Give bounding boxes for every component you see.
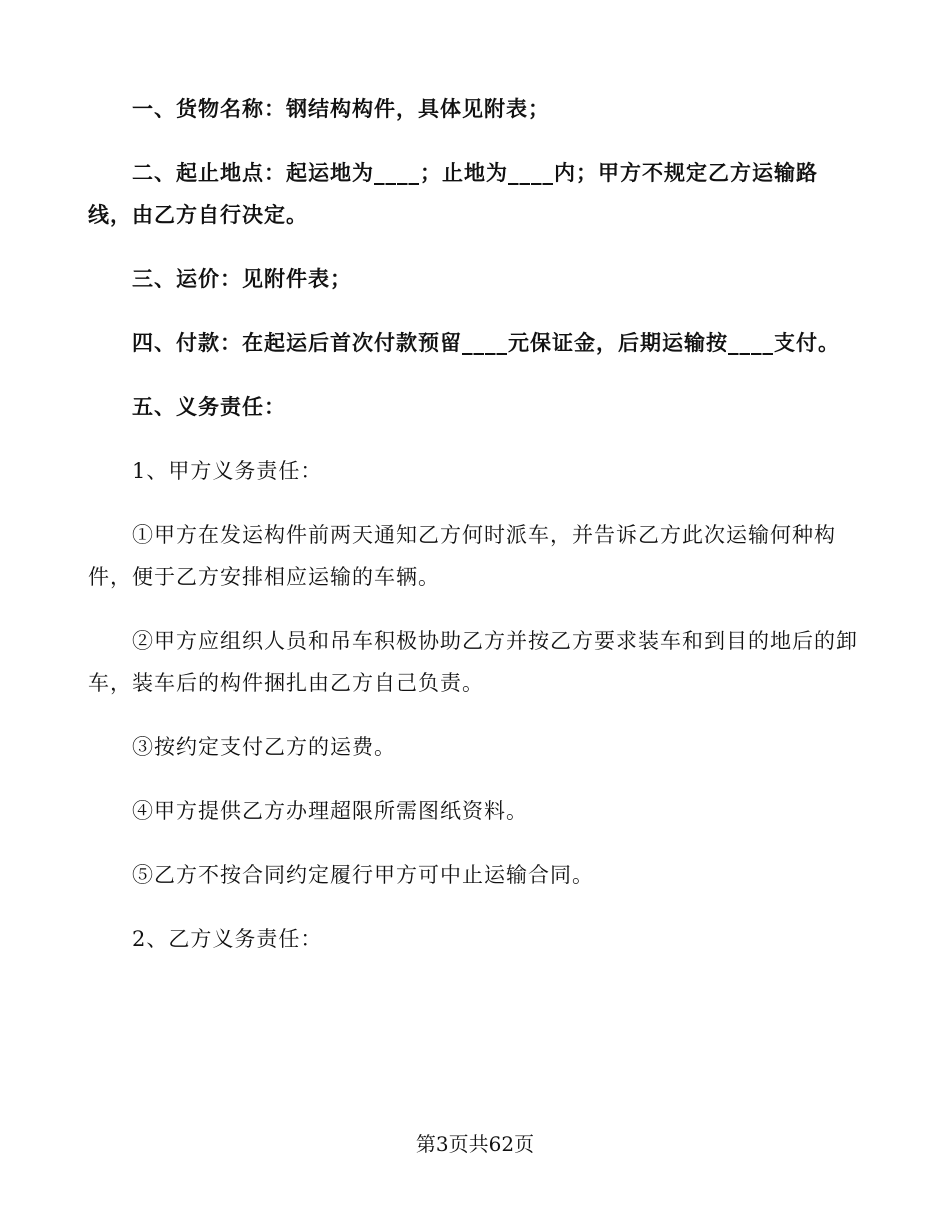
paragraph-freight: 三、运价：见附件表； — [132, 266, 352, 291]
paragraph-party-b-heading: 2、乙方义务责任： — [132, 927, 323, 951]
paragraph-item-2: ②甲方应组织人员和吊车积极协助乙方并按乙方要求装车和到目的地后的卸车，装车后的构件捆扎由乙方自己负责。 — [88, 629, 858, 695]
paragraph-payment: 四、付款：在起运后首次付款预留____元保证金，后期运输按____支付。 — [132, 330, 840, 355]
paragraph-item-4: ④甲方提供乙方办理超限所需图纸资料。 — [132, 799, 528, 823]
paragraph-item-1: ①甲方在发运构件前两天通知乙方何时派车，并告诉乙方此次运输何种构件，便于乙方安排相应运输的车辆。 — [88, 523, 836, 589]
paragraph-goods-name: 一、货物名称：钢结构构件，具体见附表； — [132, 96, 550, 121]
paragraph-item-3: ③按约定支付乙方的运费。 — [132, 735, 396, 759]
paragraph-item-5: ⑤乙方不按合同约定履行甲方可中止运输合同。 — [132, 863, 594, 887]
paragraph-locations: 二、起止地点：起运地为____；止地为____内；甲方不规定乙方运输路线，由乙方自行决定。 — [88, 160, 818, 227]
paragraph-party-a-heading: 1、甲方义务责任： — [132, 459, 323, 483]
page-footer: 第3页共62页 — [415, 1132, 535, 1156]
paragraph-obligations-heading: 五、义务责任： — [132, 394, 286, 419]
